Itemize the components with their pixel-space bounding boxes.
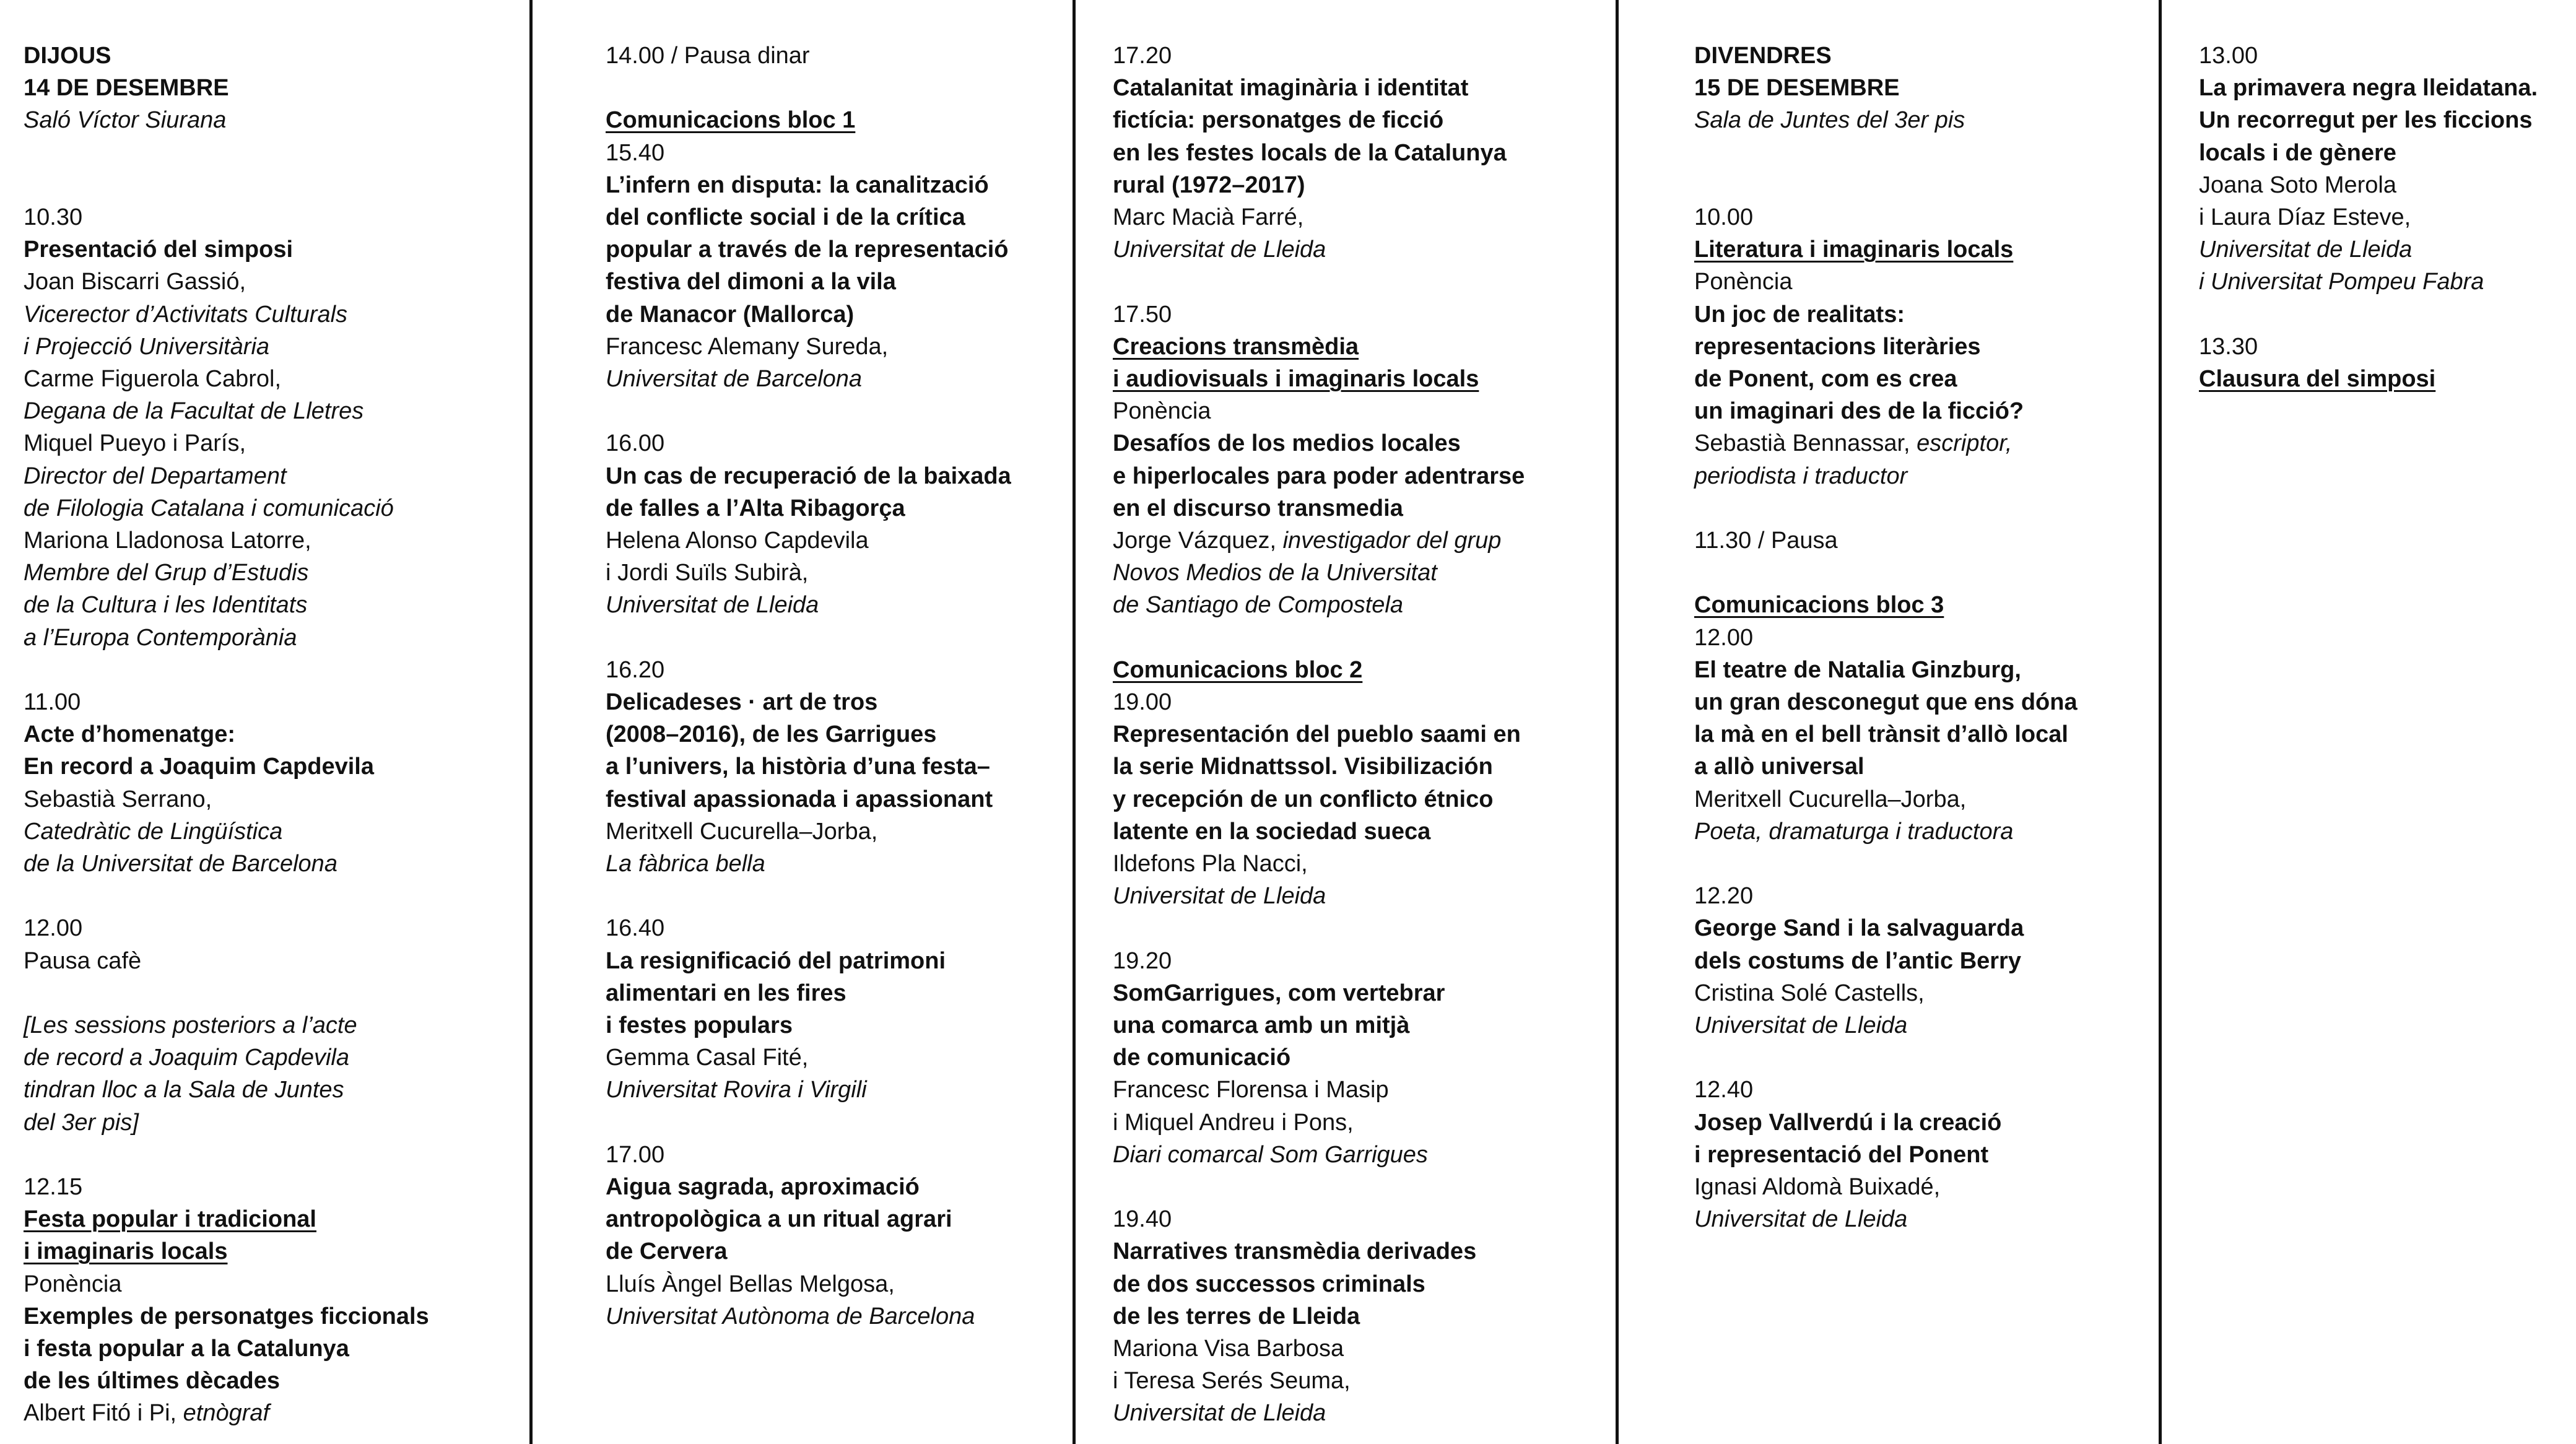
column-friday-midday	[2159, 0, 2576, 1444]
block-spacer	[606, 395, 1074, 427]
programme-line: Ildefons Pla Nacci,	[1113, 851, 1308, 877]
programme-line: Catedràtic de Lingüística	[24, 818, 283, 845]
programme-line: festiva del dimoni a la vila	[606, 269, 896, 295]
programme-line: de les terres de Lleida	[1113, 1303, 1360, 1329]
programme-line: periodista i traductor	[1694, 463, 1908, 489]
programme-line: Universitat Autònoma de Barcelona	[606, 1303, 975, 1329]
block-spacer	[1694, 169, 2160, 201]
block-spacer	[606, 622, 1074, 654]
programme-line: (2008–2016), de les Garrigues	[606, 721, 937, 748]
programme-line: Universitat de Lleida	[1113, 237, 1326, 263]
programme-line: 16.40	[606, 915, 665, 942]
programme-line: en les festes locals de la Catalunya	[1113, 139, 1507, 166]
column-thursday-morning	[24, 0, 531, 1444]
line-segment: Albert Fitó i Pi,	[24, 1400, 183, 1427]
programme-line: Exemples de personatges ficcionals	[24, 1303, 429, 1329]
programme-line: 12.00	[1694, 624, 1754, 651]
programme-line: Ignasi Aldomà Buixadé,	[1694, 1174, 1941, 1201]
programme-line: La fàbrica bella	[606, 851, 765, 877]
section-heading: Comunicacions bloc 1	[606, 107, 856, 134]
programme-line: Joan Biscarri Gassió,	[24, 269, 246, 295]
programme-line: George Sand i la salvaguarda	[1694, 915, 2024, 942]
programme-line: Catalanitat imaginària i identitat	[1113, 75, 1469, 102]
programme-line: Un cas de recuperació de la baixada	[606, 463, 1011, 489]
block-spacer	[24, 977, 531, 1009]
block-spacer	[1694, 1042, 2160, 1074]
block-spacer	[1113, 912, 1617, 944]
programme-line: popular a través de la representació	[606, 237, 1009, 263]
programme-line: Carme Figuerola Cabrol,	[24, 366, 282, 392]
programme-line: Cristina Solé Castells,	[1694, 980, 1925, 1006]
programme-line	[24, 1397, 531, 1429]
programme-line: Universitat de Lleida	[1694, 1206, 1908, 1233]
programme-line: En record a Joaquim Capdevila	[24, 754, 374, 780]
programme-line: Universitat de Lleida	[1113, 883, 1326, 910]
programme-line: Sebastià Serrano,	[24, 786, 212, 812]
programme-line: de Manacor (Mallorca)	[606, 301, 855, 328]
programme-line: Un joc de realitats:	[1694, 301, 1905, 328]
programme-line: DIVENDRES	[1694, 43, 1832, 69]
section-heading: i imaginaris locals	[24, 1238, 228, 1265]
programme-line: La resignificació del patrimoni	[606, 947, 946, 974]
programme-line: Marc Macià Farré,	[1113, 204, 1304, 231]
programme-line	[1113, 524, 1617, 557]
programme-line: antropològica a un ritual agrari	[606, 1206, 952, 1233]
programme-line: un imaginari des de la ficció?	[1694, 398, 2024, 425]
programme-line: Universitat de Barcelona	[606, 366, 862, 393]
programme-line: i festa popular a la Catalunya	[24, 1336, 349, 1362]
programme-line: Poeta, dramaturga i traductora	[1694, 818, 2014, 845]
programme-line: 16.20	[606, 656, 665, 683]
programme-line: e hiperlocales para poder adentrarse	[1113, 463, 1525, 489]
programme-line: Un recorregut per les ficcions	[2199, 107, 2533, 134]
programme-line: rural (1972–2017)	[1113, 172, 1305, 198]
programme-line: i festes populars	[606, 1012, 793, 1039]
programme-line: Desafíos de los medios locales	[1113, 430, 1461, 457]
programme-line: latente en la sociedad sueca	[1113, 818, 1431, 845]
programme-line: una comarca amb un mitjà	[1113, 1012, 1410, 1039]
programme-line: L’infern en disputa: la canalització	[606, 172, 989, 198]
programme-line: Meritxell Cucurella–Jorba,	[606, 818, 878, 845]
programme-line: i Teresa Serés Seuma,	[1113, 1368, 1351, 1394]
programme-line: dels costums de l’antic Berry	[1694, 947, 2021, 974]
section-heading: Clausura del simposi	[2199, 366, 2436, 393]
programme-line: 19.20	[1113, 947, 1172, 974]
block-spacer	[2199, 298, 2576, 331]
block-spacer	[606, 1107, 1074, 1139]
programme-line: i Jordi Suïls Subirà,	[606, 560, 809, 586]
block-spacer	[1113, 1171, 1617, 1203]
programme-line: a l’Europa Contemporània	[24, 624, 297, 651]
programme-line: 11.30 / Pausa	[1694, 528, 1838, 554]
programme-line: la mà en el bell trànsit d’allò local	[1694, 721, 2068, 748]
programme-line	[1694, 427, 2160, 459]
programme-line: Diari comarcal Som Garrigues	[1113, 1141, 1428, 1168]
programme-line: del conflicte social i de la crítica	[606, 204, 965, 230]
programme-line: Degana de la Facultat de Lletres	[24, 398, 364, 425]
programme-line: Universitat de Lleida	[1113, 1400, 1326, 1427]
programme-line: i representació del Ponent	[1694, 1141, 1989, 1168]
section-heading: Literatura i imaginaris locals	[1694, 237, 2014, 263]
programme-line: de record a Joaquim Capdevila	[24, 1045, 349, 1071]
programme-line: 14.00 / Pausa dinar	[606, 43, 810, 69]
programme-line: 17.20	[1113, 43, 1172, 69]
programme-line: i Miquel Andreu i Pons,	[1113, 1109, 1354, 1136]
programme-line: Helena Alonso Capdevila	[606, 528, 869, 554]
programme-line: Narratives transmèdia derivades	[1113, 1238, 1477, 1265]
block-spacer	[606, 72, 1074, 104]
programme-line: 11.00	[24, 689, 81, 716]
block-spacer	[1113, 266, 1617, 298]
programme-line: Gemma Casal Fité,	[606, 1045, 809, 1071]
programme-line: fictícia: personatges de ficció	[1113, 107, 1444, 134]
programme-line: 10.30	[24, 204, 83, 230]
programme-line: DIJOUS	[24, 43, 111, 69]
programme-line: de les últimes dècades	[24, 1368, 280, 1394]
programme-line: i Universitat Pompeu Fabra	[2199, 269, 2484, 295]
programme-line: tindran lloc a la Sala de Juntes	[24, 1077, 344, 1103]
programme-line: de Ponent, com es crea	[1694, 366, 1957, 392]
programme-line: 17.50	[1113, 301, 1172, 328]
programme-line: Vicerector d’Activitats Culturals	[24, 301, 348, 328]
programme-line: de comunicació	[1113, 1045, 1291, 1071]
programme-line: Ponència	[24, 1271, 122, 1297]
programme-line: Acte d’homenatge:	[24, 721, 236, 748]
programme-line: 12.20	[1694, 883, 1754, 910]
programme-line: a allò universal	[1694, 754, 1865, 780]
block-spacer	[24, 169, 531, 201]
section-heading: i audiovisuals i imaginaris locals	[1113, 366, 1479, 393]
programme-line: de dos successos criminals	[1113, 1271, 1425, 1297]
programme-line: Ponència	[1113, 398, 1211, 425]
programme-line: Ponència	[1694, 269, 1793, 295]
programme-line: 14 DE DESEMBRE	[24, 75, 229, 102]
programme-line: 12.00	[24, 915, 83, 942]
programme-line: de Filologia Catalana i comunicació	[24, 495, 394, 521]
programme-line: Aigua sagrada, aproximació	[606, 1174, 920, 1201]
column-thursday-afternoon	[529, 0, 1074, 1444]
programme-line: Saló Víctor Siurana	[24, 107, 227, 134]
programme-line: a l’univers, la història d’una festa–	[606, 754, 990, 780]
programme-line: representacions literàries	[1694, 333, 1981, 360]
programme-line: Universitat de Lleida	[2199, 237, 2413, 263]
programme-line: la serie Midnattssol. Visibilización	[1113, 754, 1493, 780]
column-thursday-evening	[1073, 0, 1617, 1444]
line-segment: Jorge Vázquez,	[1113, 528, 1283, 554]
block-spacer	[1694, 557, 2160, 589]
block-spacer	[24, 654, 531, 686]
line-segment: escriptor,	[1917, 430, 2012, 457]
programme-line: Universitat Rovira i Virgili	[606, 1077, 867, 1103]
column-friday-morning	[1616, 0, 2160, 1444]
programme-line: [Les sessions posteriors a l’acte	[24, 1012, 357, 1039]
programme-line: Francesc Alemany Sureda,	[606, 333, 889, 360]
programme-line: alimentari en les fires	[606, 980, 846, 1006]
programme-line: Presentació del simposi	[24, 237, 294, 263]
programme-line: 12.40	[1694, 1077, 1754, 1103]
programme-line: 16.00	[606, 430, 665, 457]
programme-line: 17.00	[606, 1141, 665, 1168]
programme-line: 13.30	[2199, 333, 2258, 360]
block-spacer	[1694, 492, 2160, 524]
programme-line: Lluís Àngel Bellas Melgosa,	[606, 1271, 895, 1297]
programme-line: Novos Medios de la Universitat	[1113, 560, 1437, 586]
block-spacer	[606, 880, 1074, 912]
programme-line: en el discurso transmedia	[1113, 495, 1403, 521]
programme-line: Miquel Pueyo i París,	[24, 430, 246, 457]
programme-line: de Cervera	[606, 1238, 728, 1265]
programme-line: Meritxell Cucurella–Jorba,	[1694, 786, 1967, 812]
section-heading: Creacions transmèdia	[1113, 333, 1359, 360]
section-heading: Comunicacions bloc 3	[1694, 592, 1944, 619]
line-segment: etnògraf	[183, 1400, 270, 1427]
programme-line: Sala de Juntes del 3er pis	[1694, 107, 1965, 134]
block-spacer	[24, 1139, 531, 1171]
programme-line: La primavera negra lleidatana.	[2199, 75, 2538, 102]
programme-line: Pausa cafè	[24, 947, 142, 974]
programme-line: Joana Soto Merola	[2199, 172, 2396, 198]
programme-line: 10.00	[1694, 204, 1754, 230]
section-heading: Comunicacions bloc 2	[1113, 656, 1363, 683]
programme-line: 12.15	[24, 1174, 83, 1201]
programme-line: de la Universitat de Barcelona	[24, 851, 337, 877]
line-segment: Sebastià Bennassar,	[1694, 430, 1917, 457]
programme-line: 19.40	[1113, 1206, 1172, 1233]
block-spacer	[24, 137, 531, 169]
block-spacer	[1694, 848, 2160, 880]
programme-line: Universitat de Lleida	[606, 592, 819, 619]
programme-line: de Santiago de Compostela	[1113, 592, 1403, 619]
block-spacer	[1113, 622, 1617, 654]
programme-line: 15 DE DESEMBRE	[1694, 75, 1900, 102]
programme-line: Mariona Visa Barbosa	[1113, 1336, 1344, 1362]
programme-line: del 3er pis]	[24, 1109, 139, 1136]
block-spacer	[1694, 137, 2160, 169]
programme-line: Representación del pueblo saami en	[1113, 721, 1521, 748]
section-heading: Festa popular i tradicional	[24, 1206, 316, 1233]
programme-line: El teatre de Natalia Ginzburg,	[1694, 656, 2021, 683]
programme-line: i Projecció Universitària	[24, 333, 270, 360]
programme-line: 19.00	[1113, 689, 1172, 716]
programme-line: Josep Vallverdú i la creació	[1694, 1109, 2002, 1136]
programme-line: 13.00	[2199, 43, 2258, 69]
line-segment: investigador del grup	[1282, 528, 1502, 554]
programme-line: festival apassionada i apassionant	[606, 786, 993, 812]
programme-line: Mariona Lladonosa Latorre,	[24, 528, 311, 554]
programme-line: de la Cultura i les Identitats	[24, 592, 308, 619]
block-spacer	[24, 880, 531, 912]
programme-line: i Laura Díaz Esteve,	[2199, 204, 2411, 231]
programme-line: Membre del Grup d’Estudis	[24, 560, 309, 586]
programme-line: 15.40	[606, 139, 665, 166]
programme-line: locals i de gènere	[2199, 139, 2396, 166]
programme-line: y recepción de un conflicto étnico	[1113, 786, 1494, 812]
programme-line: Delicadeses · art de tros	[606, 689, 878, 716]
programme-line: Francesc Florensa i Masip	[1113, 1077, 1389, 1103]
programme-line: de falles a l’Alta Ribagorça	[606, 495, 905, 521]
programme-line: Director del Departament	[24, 463, 287, 489]
programme-line: un gran desconegut que ens dóna	[1694, 689, 2078, 715]
programme-line: SomGarrigues, com vertebrar	[1113, 980, 1445, 1006]
programme-line: Universitat de Lleida	[1694, 1012, 1908, 1039]
